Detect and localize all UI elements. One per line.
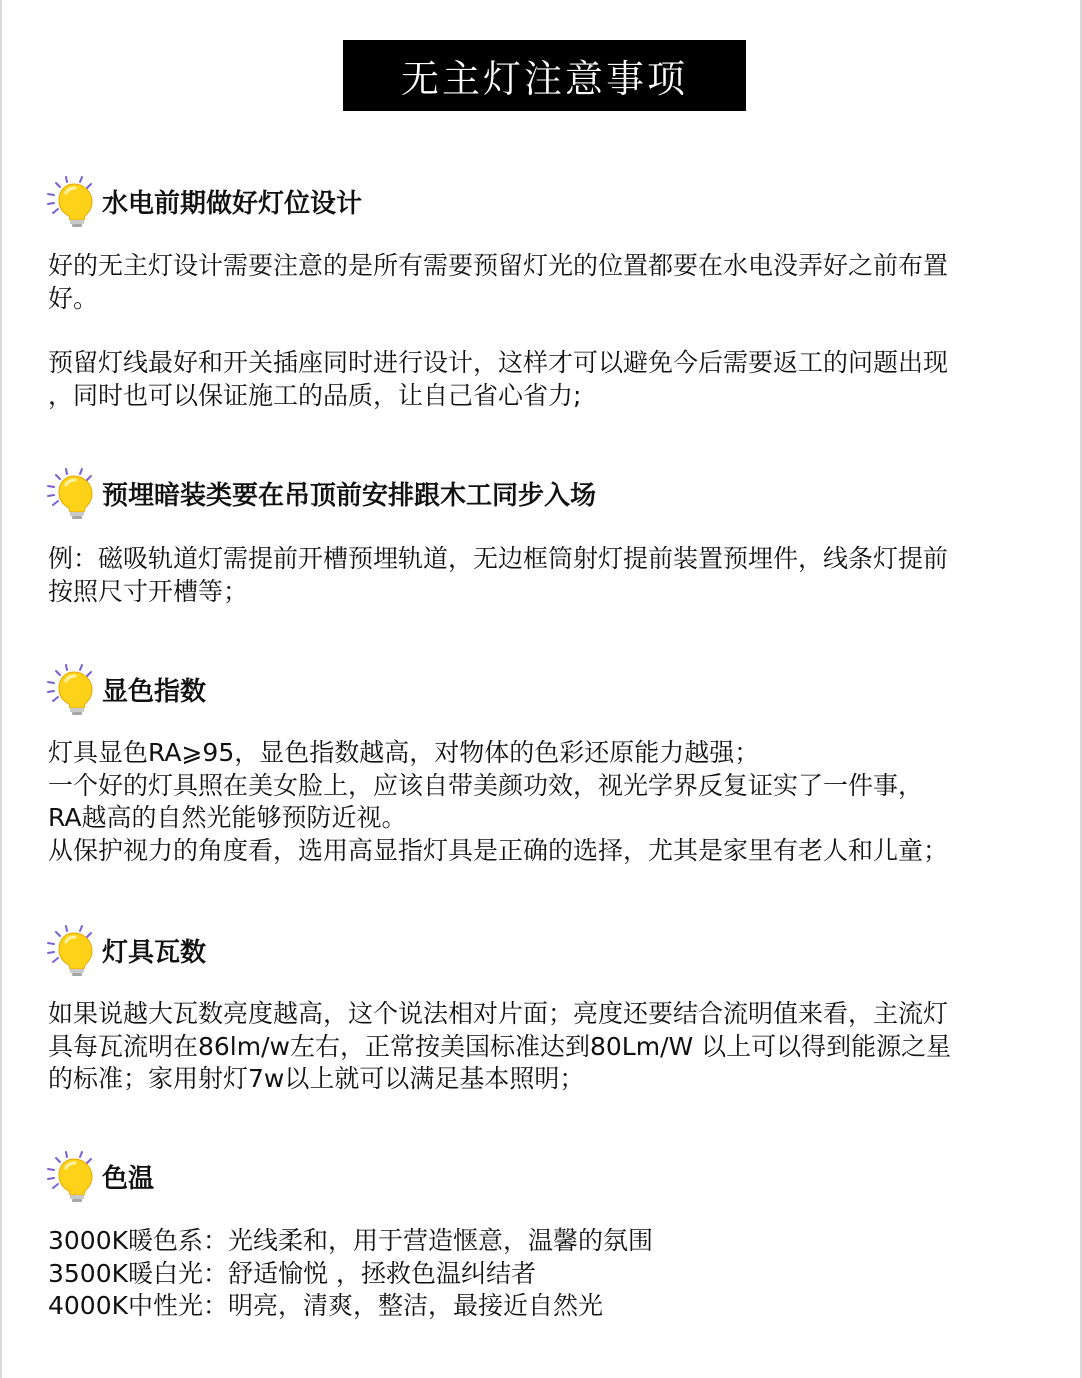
section-heading-text: 预埋暗装类要在吊顶前安排跟木工同步入场 — [102, 480, 597, 511]
paragraph: 例：磁吸轨道灯需提前开槽预埋轨道，无边框筒射灯提前装置预埋件，线条灯提前 按照尺寸开槽等； — [48, 544, 949, 606]
light-bulb-icon — [44, 1148, 100, 1204]
paragraph: 预留灯线最好和开关插座同时进行设计，这样才可以避免今后需要返工的问题出现 ，同时也可以保证施工的品质，让自己省心省力; — [48, 348, 949, 410]
text-line: 从保护视力的角度看，选用高显指灯具是正确的选择，尤其是家里有老人和儿童； — [48, 835, 949, 865]
text-line: 4000K中性光：明亮，清爽，整洁，最接近自然光 — [48, 1291, 604, 1320]
section-heading — [44, 1148, 154, 1204]
text-line: 3500K暖白光：舒适愉悦 ，拯救色温纠结者 — [48, 1258, 536, 1288]
section-heading — [44, 465, 596, 521]
section-heading-text: 水电前期做好灯位设计 — [102, 188, 363, 219]
text-line: 3000K暖色系：光线柔和，用于营造惬意，温馨的氛围 — [48, 1226, 654, 1255]
text-line: 一个好的灯具照在美女脸上，应该自带美颜功效，视光学界反复证实了一件事， — [48, 770, 924, 800]
section-heading-text: 灯具瓦数 — [102, 937, 207, 968]
light-bulb-icon — [44, 661, 100, 717]
section-heading — [44, 922, 206, 978]
text-line: 灯具显色RA⩾95，显色指数越高，对物体的色彩还原能力越强； — [48, 738, 760, 767]
text-line: RA越高的自然光能够预防近视。 — [48, 803, 407, 832]
paragraph: 如果说越大瓦数亮度越高，这个说法相对片面；亮度还要结合流明值来看，主流灯 具每瓦流明在86lm/w左右，正常按美国标准达到80Lm/W 以上可以得到能源之星 的标准；家用射灯7w以上就可以满足基本照明； — [48, 999, 952, 1093]
light-bulb-icon — [44, 173, 100, 229]
light-bulb-icon — [44, 465, 100, 521]
paragraph: 好的无主灯设计需要注意的是所有需要预留灯光的位置都要在水电没弄好之前布置 好。 — [48, 251, 949, 313]
section-heading — [44, 661, 206, 717]
page-title: 无主灯注意事项 — [343, 40, 746, 111]
light-bulb-icon — [44, 922, 100, 978]
page-border-left — [0, 0, 2, 1378]
section-heading-text: 显色指数 — [102, 676, 207, 707]
section-heading-text: 色温 — [102, 1163, 155, 1194]
section-heading — [44, 173, 362, 229]
